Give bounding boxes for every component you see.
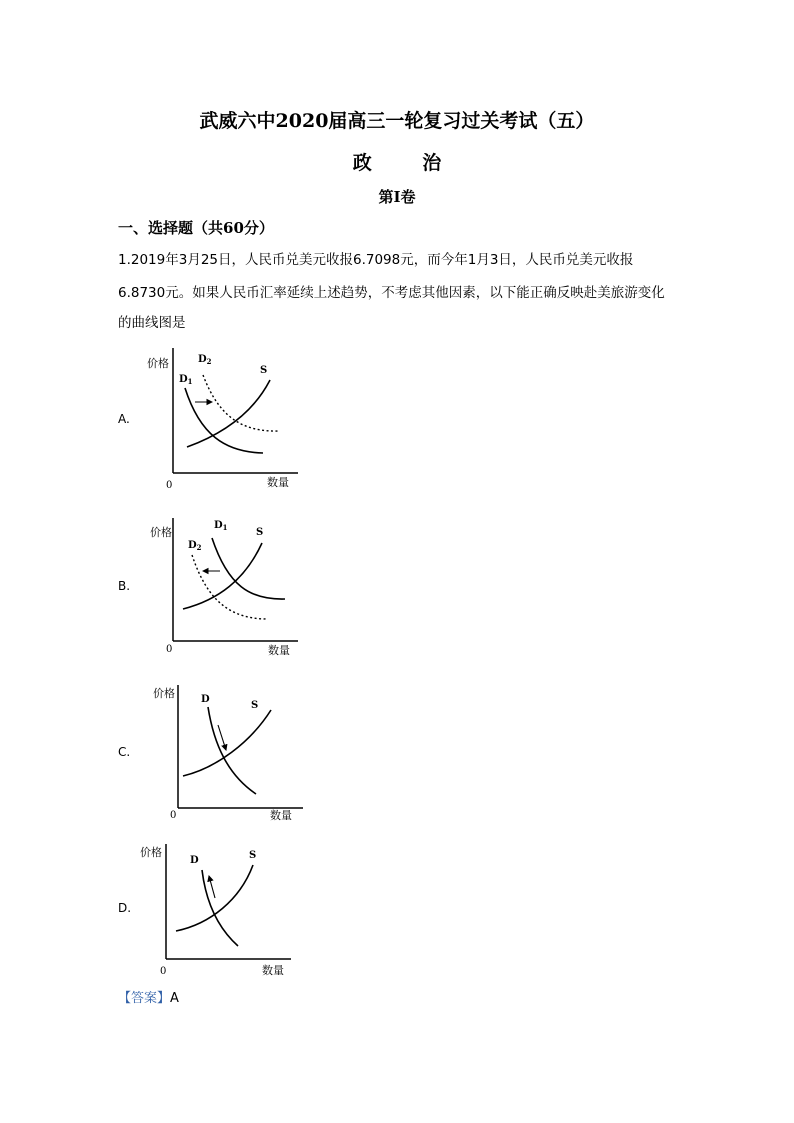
origin-label: 0 — [166, 644, 173, 655]
option-a-graph — [140, 340, 310, 490]
label-d: D — [190, 855, 199, 866]
curve-s — [183, 710, 271, 776]
curve-d1 — [212, 538, 285, 599]
y-axis-label: 价格 — [147, 357, 169, 370]
label-s: S — [251, 700, 259, 711]
label-d1: $D_1$ — [179, 374, 193, 386]
y-axis-label: 价格 — [153, 687, 175, 700]
label-d1: $D_1$ — [214, 520, 228, 532]
option-b-graph — [140, 508, 310, 658]
x-axis-label: 数量 — [262, 964, 284, 977]
volume-title: 第Ⅰ卷 — [378, 188, 416, 206]
question-line-3: 的曲线图是 — [118, 315, 186, 331]
origin-label: 0 — [166, 480, 173, 490]
label-s: S — [260, 365, 268, 376]
x-axis-label: 数量 — [267, 476, 289, 489]
shift-arrow — [209, 876, 215, 898]
label-s: S — [256, 527, 264, 538]
label-d2: $D_2$ — [198, 354, 212, 366]
question-line-1: 1.2019年3月25日，人民币兑美元收报6.7098元，而今年1月3日，人民币兑美元收报 — [118, 252, 634, 268]
curve-s — [187, 380, 270, 447]
subject-title: 政 治 — [352, 152, 464, 174]
option-d-graph — [140, 838, 310, 988]
option-a-label: A. — [118, 412, 130, 426]
y-axis-label: 价格 — [150, 526, 172, 539]
x-axis-label: 数量 — [268, 644, 290, 657]
answer-line — [118, 987, 179, 1006]
exam-title: 武威六中2020届高三一轮复习过关考试（五） — [199, 110, 595, 132]
label-d: D — [201, 694, 210, 705]
y-axis-label: 价格 — [140, 846, 162, 859]
curve-d — [202, 870, 238, 946]
label-s: S — [249, 850, 257, 861]
curve-d — [208, 707, 256, 794]
curve-s — [183, 543, 262, 609]
x-axis-label: 数量 — [270, 809, 292, 822]
origin-label: 0 — [170, 810, 177, 821]
origin-label: 0 — [160, 966, 167, 977]
curve-d2 — [192, 555, 268, 619]
section-heading: 一、选择题（共60分） — [118, 219, 274, 237]
option-c-label: C. — [118, 745, 131, 759]
option-c-graph — [140, 675, 310, 825]
answer-tag: 【答案】 — [118, 991, 171, 1006]
label-d2: $D_2$ — [188, 540, 202, 552]
option-d-label: D. — [118, 901, 132, 915]
answer-value: A — [170, 991, 179, 1006]
option-b-label: B. — [118, 579, 131, 593]
question-line-2: 6.8730元。如果人民币汇率延续上述趋势，不考虑其他因素，以下能正确反映赴美旅游变化 — [118, 285, 665, 301]
